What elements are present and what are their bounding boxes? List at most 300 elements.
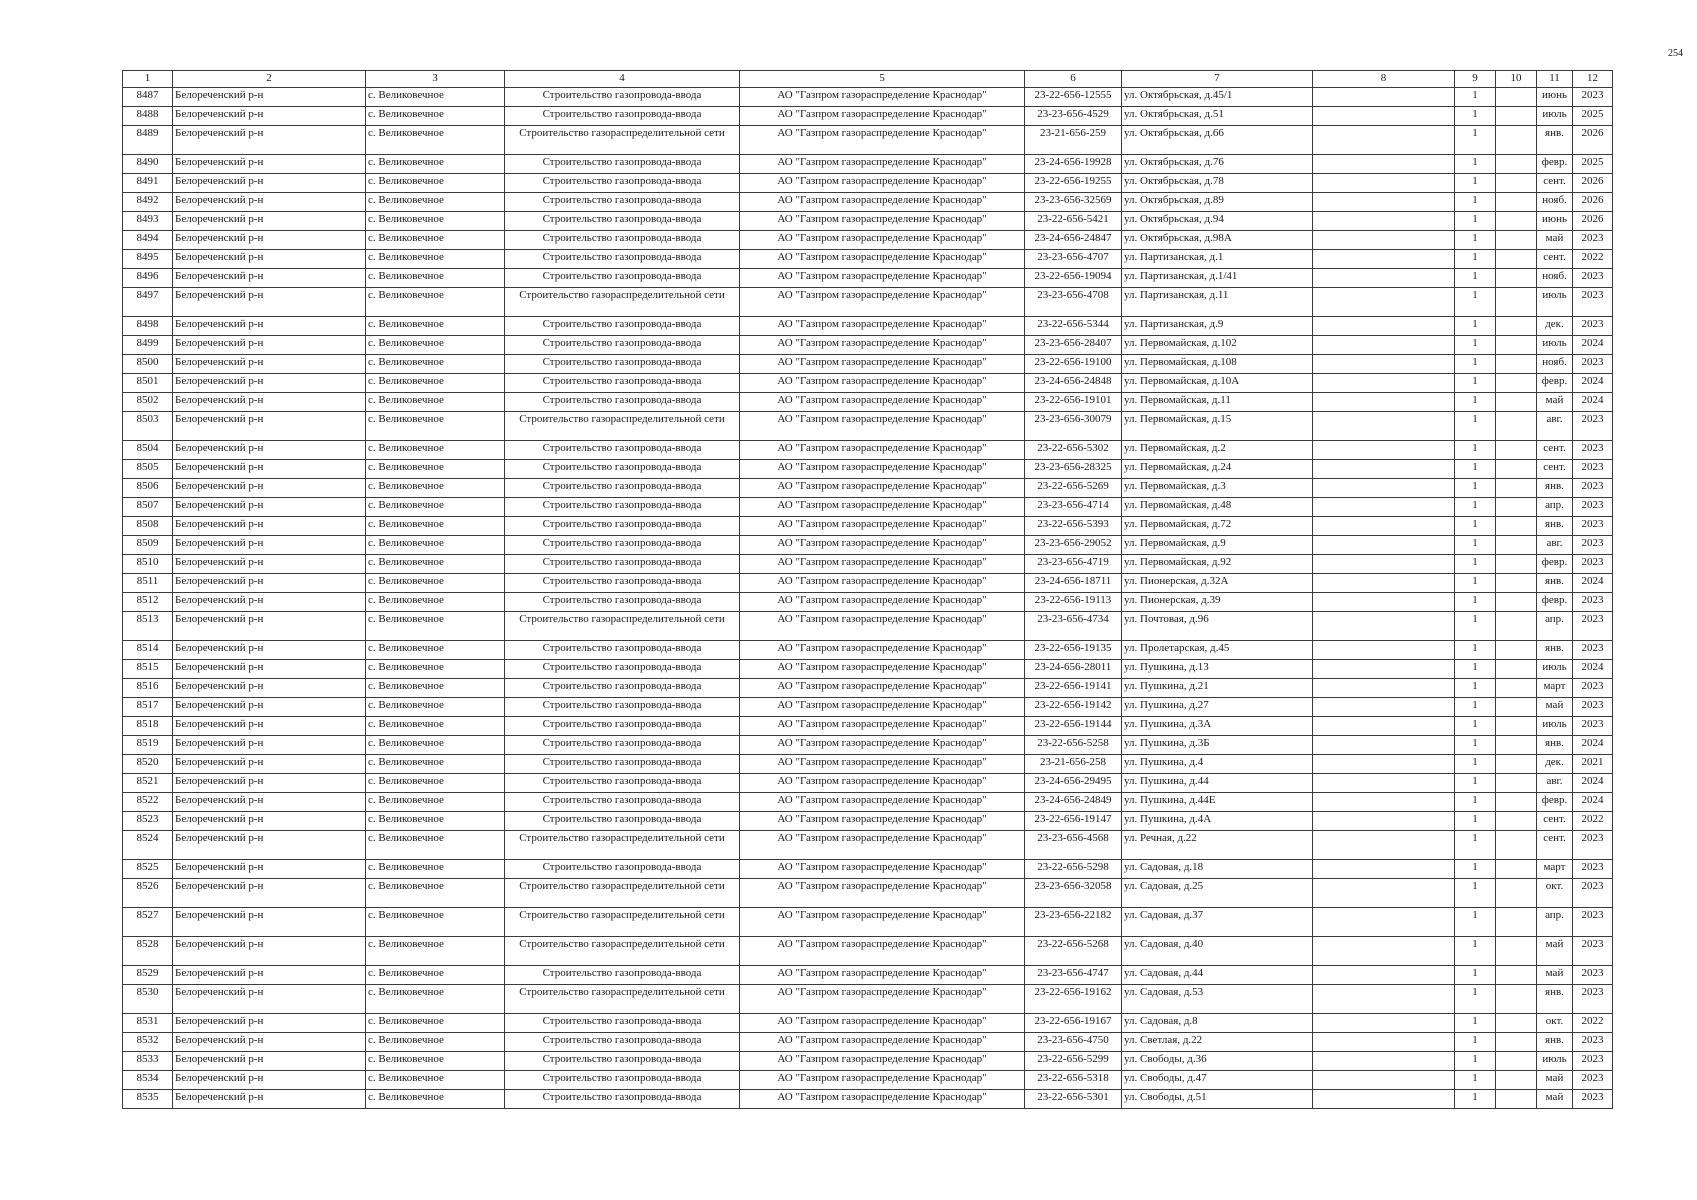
locality-cell: с. Великовечное xyxy=(366,498,505,517)
empty-cell xyxy=(1496,937,1537,966)
object-code-cell: 23-22-656-5269 xyxy=(1025,479,1122,498)
month-cell: июль xyxy=(1537,1052,1573,1071)
locality-cell: с. Великовечное xyxy=(366,269,505,288)
locality-cell: с. Великовечное xyxy=(366,937,505,966)
row-number: 8487 xyxy=(123,88,173,107)
object-code-cell: 23-22-656-19094 xyxy=(1025,269,1122,288)
object-code-cell: 23-22-656-19147 xyxy=(1025,812,1122,831)
organization-cell: АО "Газпром газораспределение Краснодар" xyxy=(740,441,1025,460)
work-type-cell: Строительство газопровода-ввода xyxy=(505,374,740,393)
year-cell: 2023 xyxy=(1573,860,1613,879)
year-cell: 2023 xyxy=(1573,1071,1613,1090)
empty-cell xyxy=(1496,1090,1537,1109)
year-cell: 2023 xyxy=(1573,698,1613,717)
year-cell: 2026 xyxy=(1573,126,1613,155)
row-number: 8525 xyxy=(123,860,173,879)
address-cell: ул. Пролетарская, д.45 xyxy=(1122,641,1313,660)
object-code-cell: 23-22-656-19135 xyxy=(1025,641,1122,660)
year-cell: 2023 xyxy=(1573,498,1613,517)
table-row xyxy=(123,536,1613,555)
locality-cell: с. Великовечное xyxy=(366,879,505,908)
organization-cell: АО "Газпром газораспределение Краснодар" xyxy=(740,660,1025,679)
column-header: 10 xyxy=(1496,71,1537,88)
locality-cell: с. Великовечное xyxy=(366,231,505,250)
empty-cell xyxy=(1496,231,1537,250)
year-cell: 2023 xyxy=(1573,441,1613,460)
year-cell: 2023 xyxy=(1573,937,1613,966)
object-code-cell: 23-22-656-19167 xyxy=(1025,1014,1122,1033)
year-cell: 2023 xyxy=(1573,460,1613,479)
year-cell: 2024 xyxy=(1573,374,1613,393)
object-code-cell: 23-23-656-32058 xyxy=(1025,879,1122,908)
table-row xyxy=(123,393,1613,412)
month-cell: окт. xyxy=(1537,1014,1573,1033)
work-type-cell: Строительство газопровода-ввода xyxy=(505,1052,740,1071)
row-number: 8530 xyxy=(123,985,173,1014)
work-type-cell: Строительство газопровода-ввода xyxy=(505,317,740,336)
empty-cell xyxy=(1496,1052,1537,1071)
empty-cell xyxy=(1496,793,1537,812)
quantity-cell: 1 xyxy=(1455,736,1496,755)
district-cell: Белореченский р-н xyxy=(173,250,366,269)
address-cell: ул. Садовая, д.25 xyxy=(1122,879,1313,908)
empty-cell xyxy=(1496,774,1537,793)
empty-cell xyxy=(1313,831,1455,860)
row-number: 8533 xyxy=(123,1052,173,1071)
year-cell: 2024 xyxy=(1573,660,1613,679)
row-number: 8511 xyxy=(123,574,173,593)
column-header: 1 xyxy=(123,71,173,88)
object-code-cell: 23-22-656-19255 xyxy=(1025,174,1122,193)
month-cell: сент. xyxy=(1537,812,1573,831)
month-cell: янв. xyxy=(1537,126,1573,155)
district-cell: Белореченский р-н xyxy=(173,555,366,574)
quantity-cell: 1 xyxy=(1455,937,1496,966)
table-row xyxy=(123,336,1613,355)
empty-cell xyxy=(1313,1014,1455,1033)
work-type-cell: Строительство газопровода-ввода xyxy=(505,336,740,355)
work-type-cell: Строительство газопровода-ввода xyxy=(505,1014,740,1033)
empty-cell xyxy=(1313,374,1455,393)
address-cell: ул. Партизанская, д.1 xyxy=(1122,250,1313,269)
district-cell: Белореченский р-н xyxy=(173,937,366,966)
row-number: 8501 xyxy=(123,374,173,393)
address-cell: ул. Пушкина, д.27 xyxy=(1122,698,1313,717)
page-number: 254 xyxy=(1668,48,1683,59)
work-type-cell: Строительство газопровода-ввода xyxy=(505,641,740,660)
month-cell: авг. xyxy=(1537,774,1573,793)
organization-cell: АО "Газпром газораспределение Краснодар" xyxy=(740,536,1025,555)
year-cell: 2023 xyxy=(1573,288,1613,317)
district-cell: Белореченский р-н xyxy=(173,174,366,193)
empty-cell xyxy=(1496,1071,1537,1090)
empty-cell xyxy=(1313,155,1455,174)
organization-cell: АО "Газпром газораспределение Краснодар" xyxy=(740,879,1025,908)
quantity-cell: 1 xyxy=(1455,212,1496,231)
object-code-cell: 23-24-656-29495 xyxy=(1025,774,1122,793)
year-cell: 2023 xyxy=(1573,317,1613,336)
empty-cell xyxy=(1313,498,1455,517)
table-row xyxy=(123,679,1613,698)
work-type-cell: Строительство газопровода-ввода xyxy=(505,698,740,717)
object-code-cell: 23-23-656-4708 xyxy=(1025,288,1122,317)
year-cell: 2023 xyxy=(1573,966,1613,985)
address-cell: ул. Октябрьская, д.76 xyxy=(1122,155,1313,174)
row-number: 8502 xyxy=(123,393,173,412)
row-number: 8500 xyxy=(123,355,173,374)
table-row xyxy=(123,1014,1613,1033)
quantity-cell: 1 xyxy=(1455,593,1496,612)
work-type-cell: Строительство газопровода-ввода xyxy=(505,88,740,107)
year-cell: 2024 xyxy=(1573,336,1613,355)
row-number: 8495 xyxy=(123,250,173,269)
district-cell: Белореченский р-н xyxy=(173,374,366,393)
table-row xyxy=(123,660,1613,679)
month-cell: июль xyxy=(1537,717,1573,736)
work-type-cell: Строительство газораспределительной сети xyxy=(505,126,740,155)
empty-cell xyxy=(1313,555,1455,574)
locality-cell: с. Великовечное xyxy=(366,212,505,231)
quantity-cell: 1 xyxy=(1455,717,1496,736)
month-cell: июль xyxy=(1537,288,1573,317)
object-code-cell: 23-23-656-30079 xyxy=(1025,412,1122,441)
address-cell: ул. Октябрьская, д.66 xyxy=(1122,126,1313,155)
quantity-cell: 1 xyxy=(1455,755,1496,774)
table-row xyxy=(123,908,1613,937)
object-code-cell: 23-22-656-5302 xyxy=(1025,441,1122,460)
address-cell: ул. Первомайская, д.2 xyxy=(1122,441,1313,460)
district-cell: Белореченский р-н xyxy=(173,126,366,155)
table-row xyxy=(123,555,1613,574)
quantity-cell: 1 xyxy=(1455,231,1496,250)
year-cell: 2023 xyxy=(1573,908,1613,937)
organization-cell: АО "Газпром газораспределение Краснодар" xyxy=(740,555,1025,574)
column-header: 12 xyxy=(1573,71,1613,88)
work-type-cell: Строительство газопровода-ввода xyxy=(505,860,740,879)
empty-cell xyxy=(1313,860,1455,879)
address-cell: ул. Садовая, д.44 xyxy=(1122,966,1313,985)
object-code-cell: 23-22-656-19142 xyxy=(1025,698,1122,717)
organization-cell: АО "Газпром газораспределение Краснодар" xyxy=(740,336,1025,355)
locality-cell: с. Великовечное xyxy=(366,698,505,717)
work-type-cell: Строительство газопровода-ввода xyxy=(505,1090,740,1109)
year-cell: 2026 xyxy=(1573,212,1613,231)
object-code-cell: 23-24-656-24849 xyxy=(1025,793,1122,812)
table-row xyxy=(123,593,1613,612)
empty-cell xyxy=(1313,966,1455,985)
district-cell: Белореченский р-н xyxy=(173,831,366,860)
object-code-cell: 23-24-656-19928 xyxy=(1025,155,1122,174)
organization-cell: АО "Газпром газораспределение Краснодар" xyxy=(740,1014,1025,1033)
month-cell: май xyxy=(1537,698,1573,717)
empty-cell xyxy=(1313,393,1455,412)
table-row xyxy=(123,793,1613,812)
work-type-cell: Строительство газопровода-ввода xyxy=(505,517,740,536)
work-type-cell: Строительство газораспределительной сети xyxy=(505,288,740,317)
row-number: 8507 xyxy=(123,498,173,517)
empty-cell xyxy=(1313,1033,1455,1052)
row-number: 8498 xyxy=(123,317,173,336)
month-cell: янв. xyxy=(1537,736,1573,755)
quantity-cell: 1 xyxy=(1455,812,1496,831)
row-number: 8524 xyxy=(123,831,173,860)
address-cell: ул. Первомайская, д.15 xyxy=(1122,412,1313,441)
quantity-cell: 1 xyxy=(1455,536,1496,555)
empty-cell xyxy=(1313,269,1455,288)
month-cell: май xyxy=(1537,937,1573,966)
object-code-cell: 23-22-656-5393 xyxy=(1025,517,1122,536)
empty-cell xyxy=(1313,736,1455,755)
organization-cell: АО "Газпром газораспределение Краснодар" xyxy=(740,212,1025,231)
year-cell: 2026 xyxy=(1573,193,1613,212)
table-row xyxy=(123,1071,1613,1090)
empty-cell xyxy=(1496,155,1537,174)
quantity-cell: 1 xyxy=(1455,88,1496,107)
empty-cell xyxy=(1313,231,1455,250)
work-type-cell: Строительство газопровода-ввода xyxy=(505,460,740,479)
column-header: 7 xyxy=(1122,71,1313,88)
object-code-cell: 23-22-656-19113 xyxy=(1025,593,1122,612)
empty-cell xyxy=(1496,755,1537,774)
quantity-cell: 1 xyxy=(1455,793,1496,812)
empty-cell xyxy=(1496,498,1537,517)
organization-cell: АО "Газпром газораспределение Краснодар" xyxy=(740,1090,1025,1109)
locality-cell: с. Великовечное xyxy=(366,812,505,831)
month-cell: июль xyxy=(1537,660,1573,679)
column-header: 8 xyxy=(1313,71,1455,88)
quantity-cell: 1 xyxy=(1455,1071,1496,1090)
quantity-cell: 1 xyxy=(1455,774,1496,793)
empty-cell xyxy=(1313,355,1455,374)
work-type-cell: Строительство газораспределительной сети xyxy=(505,831,740,860)
row-number: 8517 xyxy=(123,698,173,717)
month-cell: февр. xyxy=(1537,155,1573,174)
empty-cell xyxy=(1496,1014,1537,1033)
empty-cell xyxy=(1313,412,1455,441)
year-cell: 2023 xyxy=(1573,231,1613,250)
organization-cell: АО "Газпром газораспределение Краснодар" xyxy=(740,517,1025,536)
month-cell: май xyxy=(1537,966,1573,985)
table-row xyxy=(123,441,1613,460)
locality-cell: с. Великовечное xyxy=(366,793,505,812)
row-number: 8516 xyxy=(123,679,173,698)
work-type-cell: Строительство газопровода-ввода xyxy=(505,774,740,793)
quantity-cell: 1 xyxy=(1455,269,1496,288)
month-cell: май xyxy=(1537,231,1573,250)
month-cell: июнь xyxy=(1537,212,1573,231)
empty-cell xyxy=(1313,937,1455,966)
empty-cell xyxy=(1496,908,1537,937)
empty-cell xyxy=(1496,736,1537,755)
work-type-cell: Строительство газопровода-ввода xyxy=(505,812,740,831)
month-cell: янв. xyxy=(1537,1033,1573,1052)
address-cell: ул. Октябрьская, д.78 xyxy=(1122,174,1313,193)
year-cell: 2022 xyxy=(1573,812,1613,831)
empty-cell xyxy=(1313,517,1455,536)
locality-cell: с. Великовечное xyxy=(366,574,505,593)
address-cell: ул. Партизанская, д.11 xyxy=(1122,288,1313,317)
address-cell: ул. Пушкина, д.44Е xyxy=(1122,793,1313,812)
row-number: 8512 xyxy=(123,593,173,612)
empty-cell xyxy=(1496,812,1537,831)
district-cell: Белореченский р-н xyxy=(173,679,366,698)
month-cell: май xyxy=(1537,1071,1573,1090)
organization-cell: АО "Газпром газораспределение Краснодар" xyxy=(740,498,1025,517)
empty-cell xyxy=(1496,1033,1537,1052)
address-cell: ул. Свободы, д.36 xyxy=(1122,1052,1313,1071)
locality-cell: с. Великовечное xyxy=(366,555,505,574)
empty-cell xyxy=(1313,193,1455,212)
table-row xyxy=(123,126,1613,155)
year-cell: 2023 xyxy=(1573,679,1613,698)
month-cell: апр. xyxy=(1537,498,1573,517)
empty-cell xyxy=(1496,612,1537,641)
locality-cell: с. Великовечное xyxy=(366,755,505,774)
row-number: 8523 xyxy=(123,812,173,831)
work-type-cell: Строительство газопровода-ввода xyxy=(505,174,740,193)
month-cell: июль xyxy=(1537,107,1573,126)
object-code-cell: 23-23-656-4750 xyxy=(1025,1033,1122,1052)
empty-cell xyxy=(1496,698,1537,717)
organization-cell: АО "Газпром газораспределение Краснодар" xyxy=(740,174,1025,193)
address-cell: ул. Свободы, д.51 xyxy=(1122,1090,1313,1109)
table-row xyxy=(123,937,1613,966)
year-cell: 2023 xyxy=(1573,517,1613,536)
empty-cell xyxy=(1313,460,1455,479)
work-type-cell: Строительство газопровода-ввода xyxy=(505,536,740,555)
quantity-cell: 1 xyxy=(1455,355,1496,374)
row-number: 8515 xyxy=(123,660,173,679)
district-cell: Белореченский р-н xyxy=(173,193,366,212)
month-cell: сент. xyxy=(1537,831,1573,860)
empty-cell xyxy=(1496,107,1537,126)
year-cell: 2023 xyxy=(1573,536,1613,555)
year-cell: 2024 xyxy=(1573,393,1613,412)
month-cell: дек. xyxy=(1537,755,1573,774)
row-number: 8491 xyxy=(123,174,173,193)
object-code-cell: 23-23-656-4568 xyxy=(1025,831,1122,860)
quantity-cell: 1 xyxy=(1455,174,1496,193)
month-cell: дек. xyxy=(1537,317,1573,336)
table-row xyxy=(123,717,1613,736)
organization-cell: АО "Газпром газораспределение Краснодар" xyxy=(740,317,1025,336)
table-row xyxy=(123,231,1613,250)
address-cell: ул. Пушкина, д.44 xyxy=(1122,774,1313,793)
locality-cell: с. Великовечное xyxy=(366,460,505,479)
empty-cell xyxy=(1496,660,1537,679)
table-row xyxy=(123,174,1613,193)
locality-cell: с. Великовечное xyxy=(366,517,505,536)
table-row xyxy=(123,269,1613,288)
empty-cell xyxy=(1496,517,1537,536)
address-cell: ул. Садовая, д.37 xyxy=(1122,908,1313,937)
district-cell: Белореченский р-н xyxy=(173,269,366,288)
quantity-cell: 1 xyxy=(1455,336,1496,355)
quantity-cell: 1 xyxy=(1455,574,1496,593)
month-cell: сент. xyxy=(1537,250,1573,269)
table-row xyxy=(123,517,1613,536)
quantity-cell: 1 xyxy=(1455,1090,1496,1109)
locality-cell: с. Великовечное xyxy=(366,412,505,441)
quantity-cell: 1 xyxy=(1455,498,1496,517)
column-header: 4 xyxy=(505,71,740,88)
district-cell: Белореченский р-н xyxy=(173,412,366,441)
empty-cell xyxy=(1496,860,1537,879)
quantity-cell: 1 xyxy=(1455,441,1496,460)
address-cell: ул. Первомайская, д.24 xyxy=(1122,460,1313,479)
empty-cell xyxy=(1496,174,1537,193)
row-number: 8526 xyxy=(123,879,173,908)
row-number: 8534 xyxy=(123,1071,173,1090)
empty-cell xyxy=(1313,755,1455,774)
object-code-cell: 23-24-656-18711 xyxy=(1025,574,1122,593)
quantity-cell: 1 xyxy=(1455,908,1496,937)
locality-cell: с. Великовечное xyxy=(366,88,505,107)
district-cell: Белореченский р-н xyxy=(173,1014,366,1033)
object-code-cell: 23-22-656-5318 xyxy=(1025,1071,1122,1090)
object-code-cell: 23-24-656-24848 xyxy=(1025,374,1122,393)
locality-cell: с. Великовечное xyxy=(366,660,505,679)
locality-cell: с. Великовечное xyxy=(366,126,505,155)
row-number: 8527 xyxy=(123,908,173,937)
row-number: 8514 xyxy=(123,641,173,660)
month-cell: февр. xyxy=(1537,374,1573,393)
table-row xyxy=(123,212,1613,231)
address-cell: ул. Пионерская, д.32А xyxy=(1122,574,1313,593)
address-cell: ул. Светлая, д.22 xyxy=(1122,1033,1313,1052)
district-cell: Белореченский р-н xyxy=(173,498,366,517)
quantity-cell: 1 xyxy=(1455,126,1496,155)
month-cell: февр. xyxy=(1537,793,1573,812)
row-number: 8492 xyxy=(123,193,173,212)
table-row xyxy=(123,831,1613,860)
quantity-cell: 1 xyxy=(1455,1033,1496,1052)
locality-cell: с. Великовечное xyxy=(366,717,505,736)
row-number: 8522 xyxy=(123,793,173,812)
table-row xyxy=(123,1052,1613,1071)
address-cell: ул. Октябрьская, д.51 xyxy=(1122,107,1313,126)
table-row xyxy=(123,479,1613,498)
work-type-cell: Строительство газопровода-ввода xyxy=(505,679,740,698)
district-cell: Белореченский р-н xyxy=(173,460,366,479)
work-type-cell: Строительство газопровода-ввода xyxy=(505,1071,740,1090)
empty-cell xyxy=(1496,641,1537,660)
work-type-cell: Строительство газопровода-ввода xyxy=(505,555,740,574)
table-row xyxy=(123,966,1613,985)
year-cell: 2023 xyxy=(1573,593,1613,612)
locality-cell: с. Великовечное xyxy=(366,1052,505,1071)
object-code-cell: 23-22-656-5258 xyxy=(1025,736,1122,755)
organization-cell: АО "Газпром газораспределение Краснодар" xyxy=(740,269,1025,288)
empty-cell xyxy=(1496,460,1537,479)
row-number: 8532 xyxy=(123,1033,173,1052)
address-cell: ул. Садовая, д.53 xyxy=(1122,985,1313,1014)
locality-cell: с. Великовечное xyxy=(366,1014,505,1033)
row-number: 8531 xyxy=(123,1014,173,1033)
object-code-cell: 23-22-656-5421 xyxy=(1025,212,1122,231)
empty-cell xyxy=(1496,555,1537,574)
empty-cell xyxy=(1496,393,1537,412)
district-cell: Белореченский р-н xyxy=(173,593,366,612)
table-row xyxy=(123,412,1613,441)
quantity-cell: 1 xyxy=(1455,460,1496,479)
district-cell: Белореченский р-н xyxy=(173,393,366,412)
month-cell: янв. xyxy=(1537,517,1573,536)
organization-cell: АО "Газпром газораспределение Краснодар" xyxy=(740,374,1025,393)
table-row xyxy=(123,498,1613,517)
empty-cell xyxy=(1313,107,1455,126)
organization-cell: АО "Газпром газораспределение Краснодар" xyxy=(740,812,1025,831)
